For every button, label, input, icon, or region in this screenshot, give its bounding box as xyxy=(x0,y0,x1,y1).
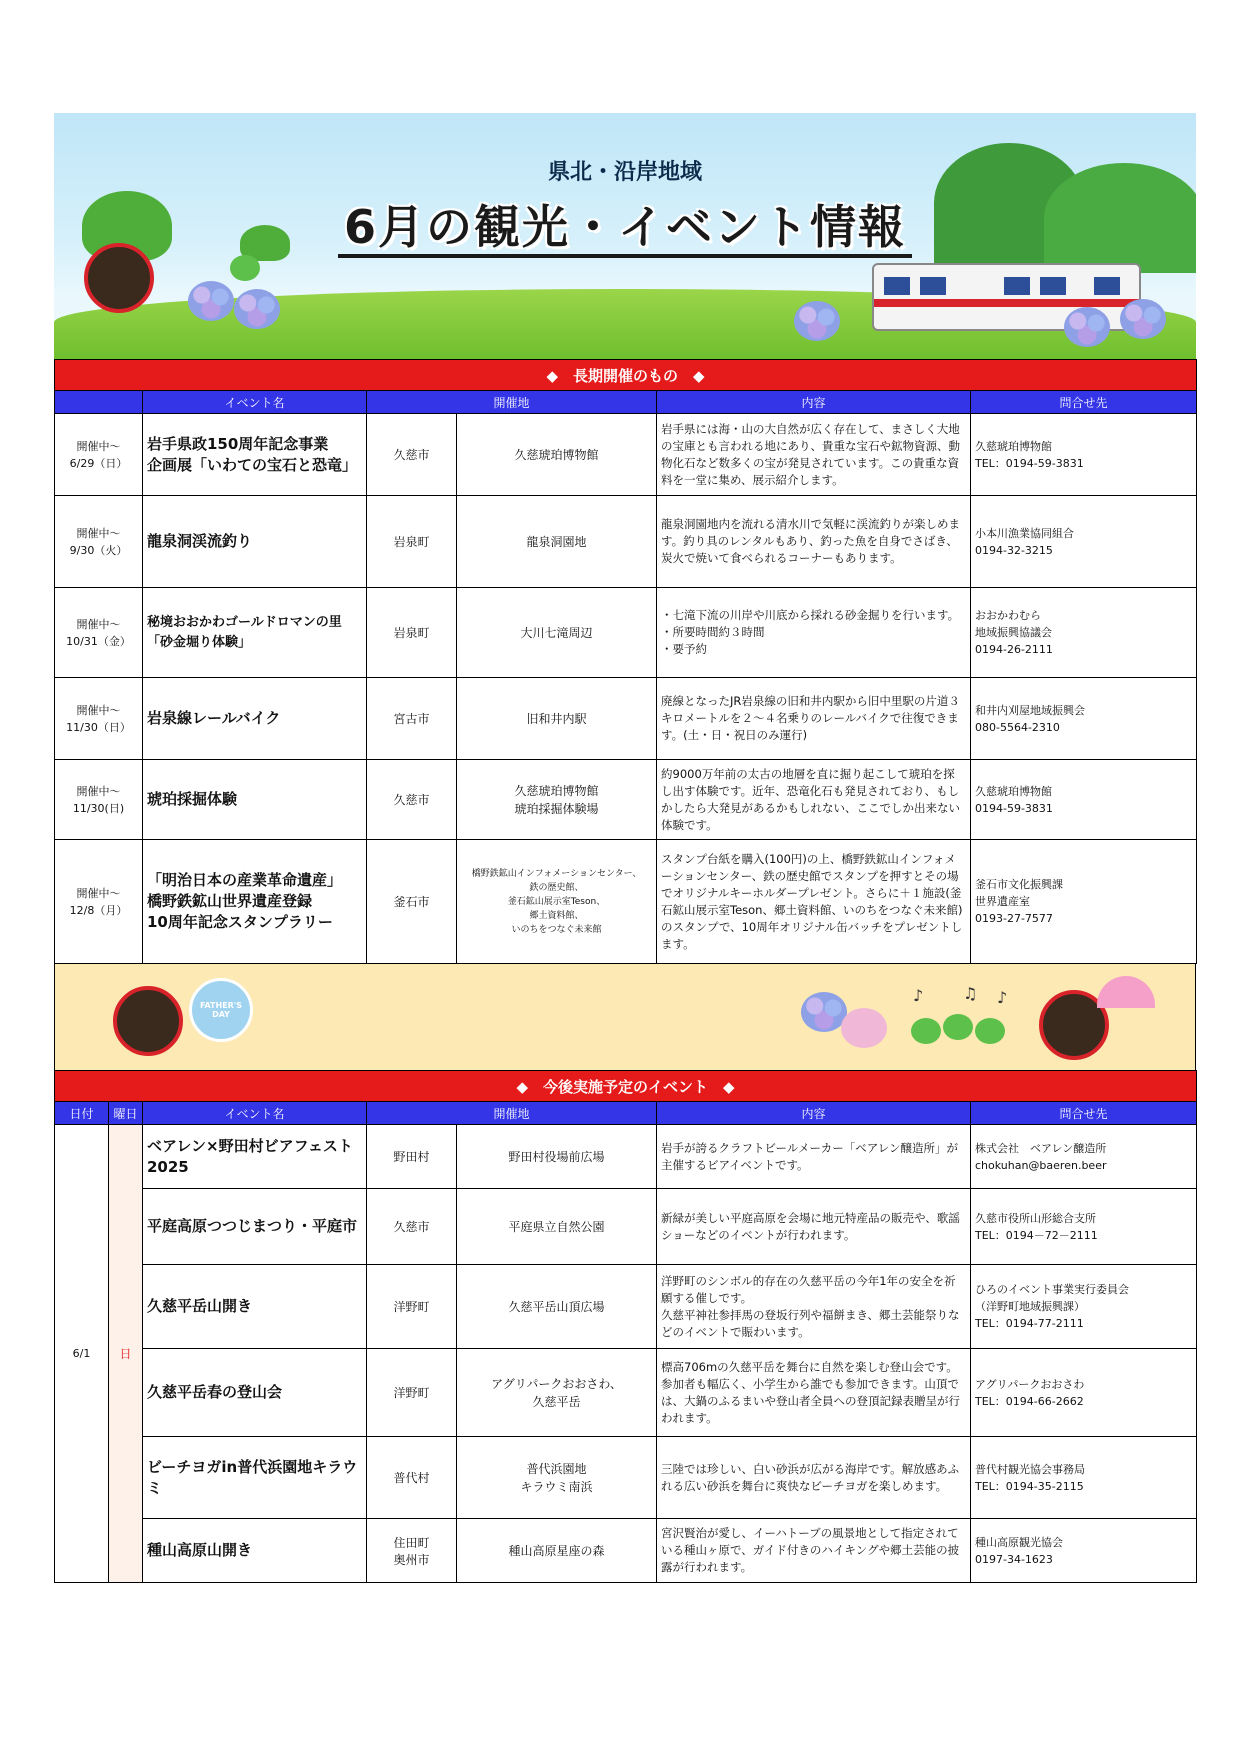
event-place: 龍泉洞園地 xyxy=(457,496,657,588)
event-contact: 普代村観光協会事務局 TEL：0194-35-2115 xyxy=(971,1437,1197,1519)
event-content: 約9000万年前の太古の地層を直に掘り起こして琥珀を探し出す体験です。近年、恐竜化石も発見されており、もしかしたら大発見があるかもしれない、ここでしか出来ない体験です。 xyxy=(657,760,971,840)
column-header-contact: 問合せ先 xyxy=(971,1102,1197,1125)
event-name: 秘境おおかわゴールドロマンの里 「砂金堀り体験」 xyxy=(143,588,367,678)
event-name: 琥珀採掘体験 xyxy=(143,760,367,840)
header-banner xyxy=(54,113,1196,359)
hydrangea-illustration xyxy=(841,1008,887,1048)
event-date: 6/1 xyxy=(55,1125,109,1583)
event-municipality: 洋野町 xyxy=(367,1349,457,1437)
hydrangea-illustration xyxy=(1120,299,1166,339)
bouquet-label: FATHER'S DAY xyxy=(199,1001,243,1019)
event-date: 開催中～ 6/29（日） xyxy=(55,414,143,496)
table-row xyxy=(55,1519,1197,1583)
event-place: 旧和井内駅 xyxy=(457,678,657,760)
music-note-icon: ♪ xyxy=(997,988,1008,1007)
event-place: 普代浜園地 キラウミ南浜 xyxy=(457,1437,657,1519)
table-row xyxy=(55,414,1197,496)
hydrangea-illustration xyxy=(234,289,280,329)
event-contact: 久慈琥珀博物館 TEL：0194-59-3831 xyxy=(971,414,1197,496)
event-municipality: 釜石市 xyxy=(367,840,457,964)
event-municipality: 久慈市 xyxy=(367,760,457,840)
long-term-column-header xyxy=(55,391,1197,414)
event-date: 開催中～ 11/30（日） xyxy=(55,678,143,760)
event-contact: 久慈市役所山形総合支所 TEL：0194－72－2111 xyxy=(971,1189,1197,1265)
event-contact: 株式会社 ベアレン醸造所 chokuhan@baeren.beer xyxy=(971,1125,1197,1189)
event-content: 岩手が誇るクラフトビールメーカー「ベアレン醸造所」が主催するビアイベントです。 xyxy=(657,1125,971,1189)
mascot-illustration xyxy=(113,986,183,1056)
hydrangea-illustration xyxy=(794,301,840,341)
event-place: 種山高原星座の森 xyxy=(457,1519,657,1583)
hydrangea-illustration xyxy=(1064,307,1110,347)
event-content: 新緑が美しい平庭高原を会場に地元特産品の販売や、歌謡ショーなどのイベントが行われます。 xyxy=(657,1189,971,1265)
event-municipality: 住田町 奥州市 xyxy=(367,1519,457,1583)
event-contact: ひろのイベント事業実行委員会 （洋野町地域振興課） TEL：0194-77-2111 xyxy=(971,1265,1197,1349)
event-contact: 釜石市文化振興課 世界遺産室 0193-27-7577 xyxy=(971,840,1197,964)
event-municipality: 野田村 xyxy=(367,1125,457,1189)
event-contact: 久慈琥珀博物館 0194-59-3831 xyxy=(971,760,1197,840)
music-note-icon: ♪ xyxy=(913,986,924,1005)
event-contact: アグリパークおおさわ TEL：0194-66-2662 xyxy=(971,1349,1197,1437)
table-row xyxy=(55,1189,1197,1265)
event-content: 廃線となったJR岩泉線の旧和井内駅から旧中里駅の片道３キロメートルを２～４名乗りのレールバイクで往復できます。(土・日・祝日のみ運行) xyxy=(657,678,971,760)
table-row xyxy=(55,1265,1197,1349)
header-subtitle: 県北・沿岸地域 xyxy=(547,160,702,185)
event-municipality: 久慈市 xyxy=(367,414,457,496)
event-content: 岩手県には海・山の大自然が広く存在して、まさしく大地の宝庫とも言われる地にあり、貴重な宝石や鉱物資源、動物化石など数多くの宝が発見されています。この貴重な資料を一堂に集め、展示紹介します。 xyxy=(657,414,971,496)
event-contact: 小本川漁業協同組合 0194-32-3215 xyxy=(971,496,1197,588)
event-municipality: 岩泉町 xyxy=(367,496,457,588)
event-municipality: 久慈市 xyxy=(367,1189,457,1265)
upcoming-column-header xyxy=(55,1102,1197,1125)
event-place: 平庭県立自然公園 xyxy=(457,1189,657,1265)
event-content: 龍泉洞園地内を流れる清水川で気軽に渓流釣りが楽しめます。釣り具のレンタルもあり、釣った魚を自身でさばき、炭火で焼いて食べられるコーナーもあります。 xyxy=(657,496,971,588)
column-header-contact: 問合せ先 xyxy=(971,391,1197,414)
event-name: 種山高原山開き xyxy=(143,1519,367,1583)
event-place: 久慈琥珀博物館 琥珀採掘体験場 xyxy=(457,760,657,840)
event-content: 宮沢賢治が愛し、イーハトーブの風景地として指定されている種山ヶ原で、ガイド付きのハイキングや郷土芸能の披露が行われます。 xyxy=(657,1519,971,1583)
event-place: 久慈琥珀博物館 xyxy=(457,414,657,496)
long-term-events-table xyxy=(54,359,1197,964)
page-title: 6月の観光・イベント情報 xyxy=(54,191,1196,257)
event-name: 岩泉線レールバイク xyxy=(143,678,367,760)
table-row xyxy=(55,1125,1197,1189)
column-header-date: 日付 xyxy=(55,1102,109,1125)
column-header-content: 内容 xyxy=(657,1102,971,1125)
event-content: ・七滝下流の川岸や川底から採れる砂金掘りを行います。 ・所要時間約３時間 ・要予約 xyxy=(657,588,971,678)
music-note-icon: ♫ xyxy=(963,984,978,1003)
event-content: スタンプ台紙を購入(100円)の上、橋野鉄鉱山インフォメーションセンター、鉄の歴史館でスタンプを押すとその場でオリジナルキーホルダープレゼント。さらに＋１施設(釜石鉱山展示室Teson、郷土資料館、いのちをつなぐ未来館)のスタンプで、10周年オリジナル缶バッチをプレゼントします。 xyxy=(657,840,971,964)
event-municipality: 洋野町 xyxy=(367,1265,457,1349)
table-row xyxy=(55,1349,1197,1437)
event-place: 久慈平岳山頂広場 xyxy=(457,1265,657,1349)
event-place: アグリパークおおさわ、 久慈平岳 xyxy=(457,1349,657,1437)
table-row xyxy=(55,588,1197,678)
event-name: 岩手県政150周年記念事業 企画展「いわての宝石と恐竜」 xyxy=(143,414,367,496)
column-header-weekday: 曜日 xyxy=(109,1102,143,1125)
event-date: 開催中～ 12/8（月） xyxy=(55,840,143,964)
event-date: 開催中～ 9/30（火） xyxy=(55,496,143,588)
column-header-event: イベント名 xyxy=(143,391,367,414)
event-name: 久慈平岳山開き xyxy=(143,1265,367,1349)
event-municipality: 宮古市 xyxy=(367,678,457,760)
long-term-section-title: ◆ 長期開催のもの ◆ xyxy=(55,360,1197,391)
event-name: ベアレン×野田村ビアフェスト2025 xyxy=(143,1125,367,1189)
frog-illustration xyxy=(975,1018,1005,1044)
frog-illustration xyxy=(943,1014,973,1040)
event-name: 「明治日本の産業革命遺産」 橋野鉄鉱山世界遺産登録 10周年記念スタンプラリー xyxy=(143,840,367,964)
event-contact: おおかわむら 地域振興協議会 0194-26-2111 xyxy=(971,588,1197,678)
event-contact: 和井内刈屋地域振興会 080-5564-2310 xyxy=(971,678,1197,760)
table-row xyxy=(55,678,1197,760)
upcoming-events-table xyxy=(54,1070,1197,1583)
event-content: 三陸では珍しい、白い砂浜が広がる海岸です。解放感あふれる広い砂浜を舞台に爽快なビーチヨガを楽しめます。 xyxy=(657,1437,971,1519)
table-row xyxy=(55,840,1197,964)
frog-illustration xyxy=(911,1018,941,1044)
event-municipality: 普代村 xyxy=(367,1437,457,1519)
bouquet-illustration xyxy=(189,978,253,1042)
decorative-strip xyxy=(54,964,1196,1070)
event-place: 野田村役場前広場 xyxy=(457,1125,657,1189)
event-name: 平庭高原つつじまつり・平庭市 xyxy=(143,1189,367,1265)
event-name: 龍泉洞渓流釣り xyxy=(143,496,367,588)
event-place: 橋野鉄鉱山インフォメーションセンター、 鉄の歴史館、 釜石鉱山展示室Teson、 郷土資料館、 いのちをつなぐ未来館 xyxy=(457,840,657,964)
table-row xyxy=(55,760,1197,840)
event-content: 洋野町のシンボル的存在の久慈平岳の今年1年の安全を祈願する催しです。 久慈平神社参拝馬の登坂行列や福餅まき、郷土芸能祭りなどのイベントで賑わいます。 xyxy=(657,1265,971,1349)
hydrangea-illustration xyxy=(188,281,234,321)
column-header-event: イベント名 xyxy=(143,1102,367,1125)
event-name: ビーチヨガin普代浜園地キラウミ xyxy=(143,1437,367,1519)
umbrella-illustration xyxy=(1097,976,1155,1008)
frog-illustration xyxy=(230,255,260,281)
event-date: 開催中～ 10/31（金） xyxy=(55,588,143,678)
event-name: 久慈平岳春の登山会 xyxy=(143,1349,367,1437)
event-contact: 種山高原観光協会 0197-34-1623 xyxy=(971,1519,1197,1583)
event-weekday: 日 xyxy=(109,1125,143,1583)
column-header-venue: 開催地 xyxy=(367,391,657,414)
event-municipality: 岩泉町 xyxy=(367,588,457,678)
column-header-content: 内容 xyxy=(657,391,971,414)
table-row xyxy=(55,1437,1197,1519)
event-content: 標高706mの久慈平岳を舞台に自然を楽しむ登山会です。参加者も幅広く、小学生から誰でも参加できます。山頂では、大鍋のふるまいや登山者全員への登頂記録表贈呈が行われます。 xyxy=(657,1349,971,1437)
event-date: 開催中～ 11/30(日) xyxy=(55,760,143,840)
upcoming-section-title: ◆ 今後実施予定のイベント ◆ xyxy=(55,1071,1197,1102)
table-row xyxy=(55,496,1197,588)
page xyxy=(54,113,1196,1583)
column-header-venue: 開催地 xyxy=(367,1102,657,1125)
event-place: 大川七滝周辺 xyxy=(457,588,657,678)
